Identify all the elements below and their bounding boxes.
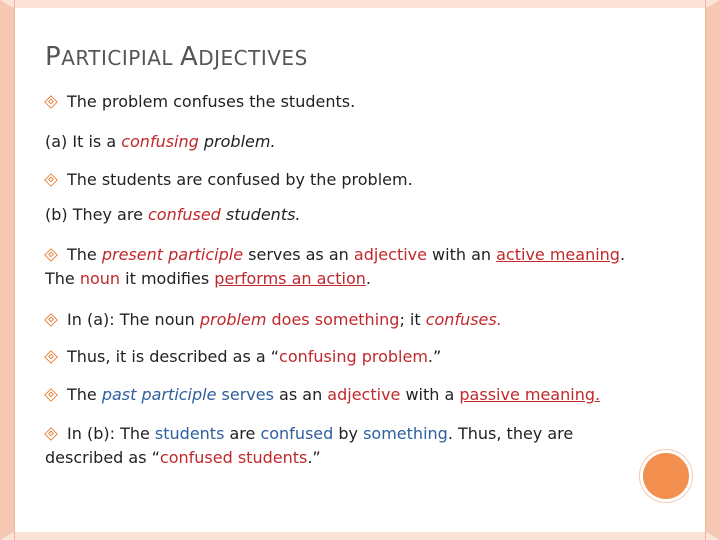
example-line-a: (a) It is a confusing problem. bbox=[45, 132, 276, 151]
bullet-line-2: The students are confused by the problem. bbox=[45, 168, 413, 192]
bullet-line-6: The past participle serves as an adjective with a passive meaning. bbox=[45, 383, 600, 407]
bullet-line-1: The problem confuses the students. bbox=[45, 90, 355, 114]
diamond-bullet-icon bbox=[44, 248, 58, 262]
decorative-orange-circle bbox=[640, 450, 692, 502]
bullet-line-4: In (a): The noun problem does something; it confuses. bbox=[45, 308, 502, 332]
slide-title: PARTICIPIAL ADJECTIVES bbox=[45, 42, 308, 72]
left-edge-line bbox=[14, 0, 15, 540]
bullet-line-7: In (b): The students are confused by something. Thus, they are described as “confused students.” bbox=[45, 424, 574, 467]
diamond-bullet-icon bbox=[44, 350, 58, 364]
bullet-line-5: Thus, it is described as a “confusing problem.” bbox=[45, 345, 441, 369]
diamond-bullet-icon bbox=[44, 427, 58, 441]
diamond-bullet-icon bbox=[44, 313, 58, 327]
right-edge-line bbox=[705, 0, 706, 540]
diamond-bullet-icon bbox=[44, 173, 58, 187]
diamond-bullet-icon bbox=[44, 388, 58, 402]
diamond-bullet-icon bbox=[44, 95, 58, 109]
example-line-b: (b) They are confused students. bbox=[45, 205, 301, 224]
bullet-line-3: The present participle serves as an adjective with an active meaning. The noun it modifies performs an action. bbox=[45, 245, 626, 288]
